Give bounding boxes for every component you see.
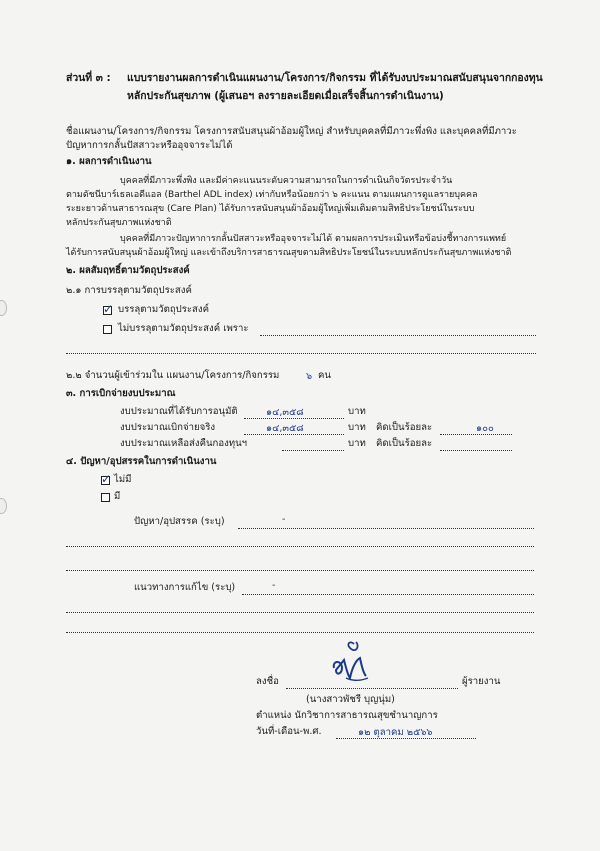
solution-field-line2[interactable] [66,612,534,613]
problem-label: ปัญหา/อุปสรรค (ระบุ) [134,516,225,527]
section4-heading: ๔. ปัญหา/อุปสรรคในการดำเนินงาน [66,456,217,467]
spent-budget-label: งบประมาณเบิกจ่ายจริง [120,422,216,433]
approved-budget-unit: บาท [348,406,366,417]
result-paragraph2-line1: บุคคลที่มีภาวะปัญหาการกลั้นปัสสาวะหรืออุจจาระไม่ได้ ตามผลการประเมินหรือข้อบ่งชี้ทางการแพทย์ [120,234,507,244]
problem-field[interactable] [238,528,534,529]
not-achieved-checkbox[interactable] [103,325,112,334]
spent-percent-label: คิดเป็นร้อยละ [376,422,433,433]
result-paragraph1-line4: หลักประกันสุขภาพแห่งชาติ [66,218,172,228]
reason-field-line2[interactable] [66,353,536,354]
approved-budget-value: ๑๔,๓๕๘ [266,407,304,418]
achieved-checkbox[interactable]: ✓ [103,302,114,316]
returned-budget-field [282,450,344,451]
result-paragraph2-line2: ได้รับการสนับสนุนผ้าอ้อมผู้ใหญ่ และเข้าถึงบริการสาธารณสุขตามสิทธิประโยชน์ในระบบหลักประกันสุขภาพแห่งชาติ [66,248,512,258]
participants-unit: คน [318,370,331,381]
punch-hole [0,498,7,514]
part-label: ส่วนที่ ๓ : [66,72,111,84]
reporter-position: ตำแหน่ง นักวิชาการสาธารณสุขชำนาญการ [256,710,438,721]
no-problem-checkbox[interactable]: ✓ [101,472,112,486]
section3-heading: ๓. การเบิกจ่ายงบประมาณ [66,388,176,399]
not-achieved-label: ไม่บรรลุตามวัตถุประสงค์ เพราะ [118,323,249,334]
section1-heading: ๑. ผลการดำเนินงาน [66,156,152,167]
report-date-value: ๑๒ ตุลาคม ๒๕๖๖ [358,727,433,738]
spent-budget-unit: บาท [348,422,366,433]
punch-hole [0,300,7,316]
returned-percent-label: คิดเป็นร้อยละ [376,438,433,449]
returned-percent-field [440,450,512,451]
section2-heading: ๒. ผลสัมฤทธิ์ตามวัตถุประสงค์ [66,265,190,276]
section2-1-label: ๒.๑ การบรรลุตามวัตถุประสงค์ [66,285,192,296]
page-title: แบบรายงานผลการดำเนินแผนงาน/โครงการ/กิจกรรม ที่ได้รับงบประมาณสนับสนุนจากกองทุน [127,72,543,84]
problem-value: - [282,514,286,525]
participants-value: ๖ [306,371,313,382]
project-name-line1: ชื่อแผนงาน/โครงการ/กิจกรรม โครงการสนับสนุนผ้าอ้อมผู้ใหญ่ สำหรับบุคคลที่มีภาวะพึ่งพิง และบุคคลที่มีภาวะ [66,126,517,137]
solution-field[interactable] [242,594,534,595]
result-paragraph1-line3: ระยะยาวด้านสาธารณสุข (Care Plan) ได้รับการสนับสนุนผ้าอ้อมผู้ใหญ่เพิ่มเติมตามสิทธิประโยชน์ในระบบ [66,204,475,214]
solution-value: - [272,580,276,591]
approved-budget-label: งบประมาณที่ได้รับการอนุมัติ [120,406,238,417]
signature-field [286,688,458,689]
result-paragraph1-line2: ตามดัชนีบาร์เธลเอดีแอล (Barthel ADL index) เท่ากับหรือน้อยกว่า ๖ คะแนน ตามแผนการดูแลรายบุคคล [66,190,478,200]
handwritten-signature [320,638,380,686]
returned-budget-label: งบประมาณเหลือส่งคืนกองทุนฯ [120,438,248,449]
reporter-label: ผู้รายงาน [462,676,501,687]
participants-label: ๒.๒ จำนวนผู้เข้าร่วมใน แผนงาน/โครงการ/กิจกรรม [66,370,280,381]
problem-field-line2[interactable] [66,546,534,547]
reporter-name: (นางสาวพัชรี บุญนุ่ม) [306,694,395,705]
spent-budget-value: ๑๔,๓๕๘ [266,423,304,434]
result-paragraph1-line1: บุคคลที่มีภาวะพึ่งพิง และมีค่าคะแนนระดับความสามารถในการดำเนินกิจวัตรประจำวัน [120,176,453,186]
reason-field[interactable] [260,335,536,336]
no-problem-label: ไม่มี [114,474,132,485]
report-date-label: วันที่-เดือน-พ.ศ. [256,726,322,737]
page-subtitle: หลักประกันสุขภาพ (ผู้เสนอฯ ลงรายละเอียดเมื่อเสร็จสิ้นการดำเนินงาน) [127,90,444,102]
sign-label: ลงชื่อ [256,676,279,687]
project-name-line2: ปัญหาการกลั้นปัสสาวะหรืออุจจาระไม่ได้ [66,140,233,151]
problem-field-line3[interactable] [66,570,534,571]
achieved-label: บรรลุตามวัตถุประสงค์ [118,304,209,315]
has-problem-checkbox[interactable] [101,493,110,502]
has-problem-label: มี [114,491,121,502]
solution-field-line3[interactable] [66,632,534,633]
spent-percent-value: ๑๐๐ [476,423,494,434]
returned-budget-unit: บาท [348,438,366,449]
solution-label: แนวทางการแก้ไข (ระบุ) [134,582,236,593]
